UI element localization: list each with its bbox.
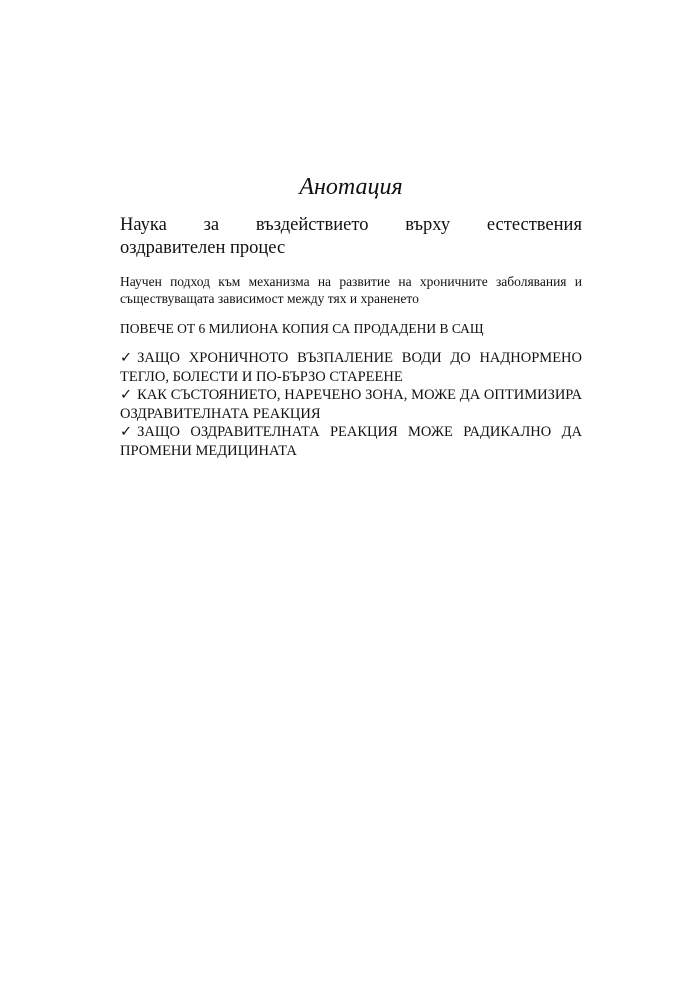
list-item [120,349,582,386]
description-paragraph: Научен подход към механизма на развитие на хроничните заболявания и съществуващата зависимост между тях и храненето [120,274,582,306]
annotation-section [120,172,582,460]
sales-note: ПОВЕЧЕ ОТ 6 МИЛИОНА КОПИЯ СА ПРОДАДЕНИ В САЩ [120,321,484,336]
page-title: Анотация [299,174,403,200]
subtitle-line-1 [120,214,582,237]
checkmark-icon: ✓ [120,387,133,403]
feature-text: ЗАЩО ХРОНИЧНОТО ВЪЗПАЛЕНИЕ ВОДИ ДО НАДНОРМЕНО ТЕГЛО, БОЛЕСТИ И ПО-БЪРЗО СТАРЕЕНЕ [120,350,582,385]
list-item [120,386,582,423]
subtitle-word: Наука [120,215,167,235]
subtitle-line-2: оздравителен процес [120,238,286,258]
subtitle-word: въздействието [255,215,369,235]
checkmark-icon: ✓ [120,350,133,366]
subtitle-word: естествения [486,215,582,235]
list-item [120,423,582,460]
book-subtitle [120,214,582,260]
feature-text: КАК СЪСТОЯНИЕТО, НАРЕЧЕНО ЗОНА, МОЖЕ ДА ОПТИМИЗИРА ОЗДРАВИТЕЛНАТА РЕАКЦИЯ [120,387,582,422]
subtitle-word: за [203,215,220,235]
feature-text: ЗАЩО ОЗДРАВИТЕЛНАТА РЕАКЦИЯ МОЖЕ РАДИКАЛНО ДА ПРОМЕНИ МЕДИЦИНАТА [120,424,582,459]
checkmark-icon: ✓ [120,424,133,440]
feature-list [120,349,582,460]
subtitle-word: върху [405,215,451,235]
